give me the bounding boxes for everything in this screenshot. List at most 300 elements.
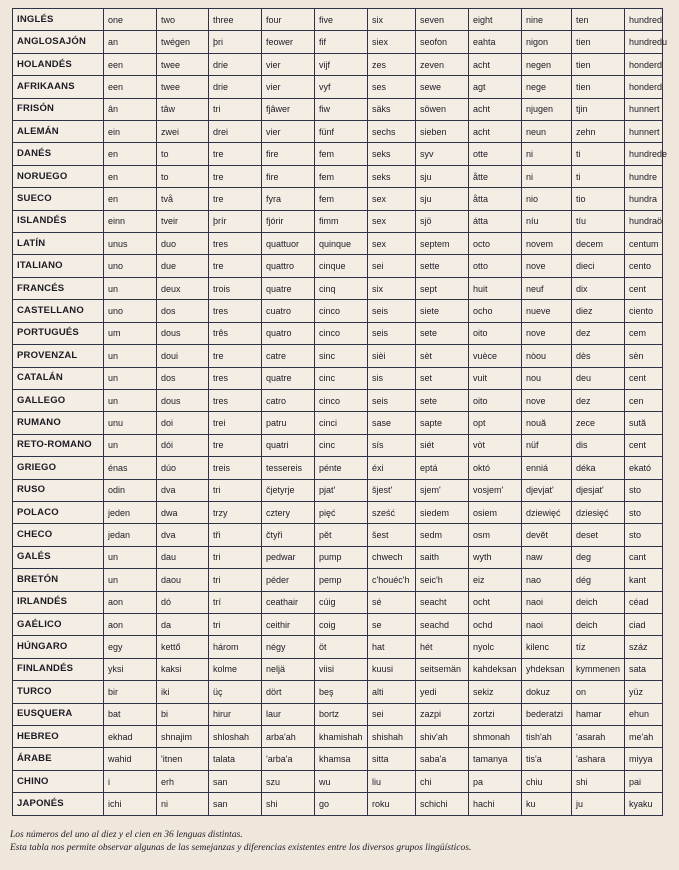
number-word-cell: chwech — [368, 546, 416, 568]
number-word-cell: négy — [262, 636, 315, 658]
table-row — [13, 255, 663, 277]
number-word-cell: bat — [104, 703, 157, 725]
number-word-cell: tri — [209, 546, 262, 568]
table-row — [13, 98, 663, 120]
number-word-cell: liu — [368, 770, 416, 792]
number-word-cell: sèt — [416, 345, 469, 367]
table-row — [13, 591, 663, 613]
table-row — [13, 210, 663, 232]
number-word-cell: kaksi — [157, 658, 209, 680]
number-word-cell: pięć — [315, 501, 368, 523]
number-word-cell: ehun — [625, 703, 663, 725]
table-row — [13, 143, 663, 165]
number-word-cell: sex — [368, 188, 416, 210]
number-word-cell: feower — [262, 31, 315, 53]
caption-line-1: Los números del uno al diez y el cien en 36 lenguas distintas. — [10, 830, 243, 840]
number-word-cell: sto — [625, 501, 663, 523]
number-word-cell: pump — [315, 546, 368, 568]
number-word-cell: dokuz — [522, 681, 572, 703]
number-word-cell: vier — [262, 53, 315, 75]
numbers-table — [12, 8, 668, 816]
number-word-cell: fünf — [315, 121, 368, 143]
number-word-cell: trei — [209, 412, 262, 434]
number-word-cell: três — [209, 322, 262, 344]
language-name-cell: HEBREO — [13, 726, 104, 748]
number-word-cell: dó — [157, 591, 209, 613]
number-word-cell: djesjat' — [572, 479, 625, 501]
table-row — [13, 681, 663, 703]
table-row — [13, 412, 663, 434]
number-word-cell: otte — [469, 143, 522, 165]
number-word-cell: catro — [262, 389, 315, 411]
number-word-cell: osiem — [469, 501, 522, 523]
number-word-cell: nouă — [522, 412, 572, 434]
number-word-cell: ochd — [469, 613, 522, 635]
table-row — [13, 569, 663, 591]
language-name-cell: ITALIANO — [13, 255, 104, 277]
number-word-cell: cinc — [315, 367, 368, 389]
number-word-cell: beş — [315, 681, 368, 703]
number-word-cell: hamar — [572, 703, 625, 725]
number-word-cell: acht — [469, 53, 522, 75]
number-word-cell: acht — [469, 98, 522, 120]
number-word-cell: cinq — [315, 277, 368, 299]
number-word-cell: tre — [209, 165, 262, 187]
number-word-cell: ekhad — [104, 726, 157, 748]
number-word-cell: hét — [416, 636, 469, 658]
number-word-cell: tâw — [157, 98, 209, 120]
number-word-cell: septem — [416, 233, 469, 255]
number-word-cell: cztery — [262, 501, 315, 523]
language-name-cell: GAÉLICO — [13, 613, 104, 635]
number-word-cell: to — [157, 165, 209, 187]
number-word-cell: eptá — [416, 457, 469, 479]
number-word-cell: dúo — [157, 457, 209, 479]
number-word-cell: dva — [157, 524, 209, 546]
language-name-cell: CATALÁN — [13, 367, 104, 389]
number-word-cell: 'asarah — [572, 726, 625, 748]
number-word-cell: vier — [262, 76, 315, 98]
number-word-cell: tres — [209, 300, 262, 322]
number-word-cell: yhdeksan — [522, 658, 572, 680]
number-word-cell: októ — [469, 457, 522, 479]
number-word-cell: dwa — [157, 501, 209, 523]
number-word-cell: pedwar — [262, 546, 315, 568]
table-row — [13, 165, 663, 187]
number-word-cell: seitsemän — [416, 658, 469, 680]
language-name-cell: AFRIKAANS — [13, 76, 104, 98]
number-word-cell: zazpi — [416, 703, 469, 725]
number-word-cell: talata — [209, 748, 262, 770]
number-word-cell: dau — [157, 546, 209, 568]
number-word-cell: quattuor — [262, 233, 315, 255]
number-word-cell: un — [104, 569, 157, 591]
number-word-cell: chi — [416, 770, 469, 792]
number-word-cell: pa — [469, 770, 522, 792]
number-word-cell: shishah — [368, 726, 416, 748]
number-word-cell: eahta — [469, 31, 522, 53]
table-row — [13, 726, 663, 748]
number-word-cell: sís — [368, 434, 416, 456]
number-word-cell: dört — [262, 681, 315, 703]
number-word-cell: dous — [157, 389, 209, 411]
number-word-cell: en — [104, 143, 157, 165]
number-word-cell: hundred — [625, 9, 663, 31]
number-word-cell: ten — [572, 9, 625, 31]
number-word-cell: bir — [104, 681, 157, 703]
number-word-cell: ti — [572, 165, 625, 187]
number-word-cell: vuit — [469, 367, 522, 389]
number-word-cell: sette — [416, 255, 469, 277]
number-word-cell: tjin — [572, 98, 625, 120]
number-word-cell: um — [104, 322, 157, 344]
number-word-cell: dói — [157, 434, 209, 456]
number-word-cell: roku — [368, 793, 416, 816]
number-word-cell: fire — [262, 143, 315, 165]
table-body — [13, 9, 668, 816]
number-word-cell: siedem — [416, 501, 469, 523]
number-word-cell: tis'a — [522, 748, 572, 770]
number-word-cell: san — [209, 793, 262, 816]
number-word-cell: ti — [572, 143, 625, 165]
number-word-cell: negen — [522, 53, 572, 75]
number-word-cell: kuusi — [368, 658, 416, 680]
number-word-cell: i — [104, 770, 157, 792]
number-word-cell: sedm — [416, 524, 469, 546]
number-word-cell: åtte — [469, 165, 522, 187]
number-word-cell: dziesięć — [572, 501, 625, 523]
number-word-cell: þri — [209, 31, 262, 53]
number-word-cell: shi — [262, 793, 315, 816]
number-word-cell: sapte — [416, 412, 469, 434]
number-word-cell: sjem' — [416, 479, 469, 501]
number-word-cell: fiw — [315, 98, 368, 120]
language-name-cell: DANÉS — [13, 143, 104, 165]
number-word-cell: honderd — [625, 76, 663, 98]
number-word-cell: deu — [572, 367, 625, 389]
number-word-cell: söwen — [416, 98, 469, 120]
number-word-cell: go — [315, 793, 368, 816]
number-word-cell: shmonah — [469, 726, 522, 748]
number-word-cell: ocho — [469, 300, 522, 322]
number-word-cell: jedan — [104, 524, 157, 546]
number-word-cell: ân — [104, 98, 157, 120]
number-word-cell: dez — [572, 389, 625, 411]
number-word-cell: tio — [572, 188, 625, 210]
number-word-cell: fem — [315, 188, 368, 210]
table-row — [13, 389, 663, 411]
language-name-cell: LATÍN — [13, 233, 104, 255]
number-word-cell: sto — [625, 479, 663, 501]
table-row — [13, 367, 663, 389]
number-word-cell: erh — [157, 770, 209, 792]
number-word-cell: fif — [315, 31, 368, 53]
number-word-cell: neljä — [262, 658, 315, 680]
number-word-cell: saith — [416, 546, 469, 568]
number-word-cell: hachi — [469, 793, 522, 816]
number-word-cell: céad — [625, 591, 663, 613]
number-word-cell: ceithir — [262, 613, 315, 635]
language-name-cell: GRIEGO — [13, 457, 104, 479]
number-word-cell: nove — [522, 255, 572, 277]
number-word-cell: one — [104, 9, 157, 31]
number-word-cell: two — [157, 9, 209, 31]
table-row — [13, 76, 663, 98]
number-word-cell: kant — [625, 569, 663, 591]
number-word-cell: nove — [522, 322, 572, 344]
number-word-cell: sută — [625, 412, 663, 434]
number-word-cell: dous — [157, 322, 209, 344]
number-word-cell: ses — [368, 76, 416, 98]
number-word-cell: kolme — [209, 658, 262, 680]
number-word-cell: sis — [368, 367, 416, 389]
number-word-cell: två — [157, 188, 209, 210]
number-word-cell: deg — [572, 546, 625, 568]
number-word-cell: fimm — [315, 210, 368, 232]
number-word-cell: osm — [469, 524, 522, 546]
number-word-cell: hunnert — [625, 98, 663, 120]
number-word-cell: nine — [522, 9, 572, 31]
number-word-cell: sé — [368, 591, 416, 613]
number-word-cell: šjest' — [368, 479, 416, 501]
number-word-cell: nou — [522, 367, 572, 389]
number-word-cell: nege — [522, 76, 572, 98]
number-word-cell: nòou — [522, 345, 572, 367]
number-word-cell: een — [104, 76, 157, 98]
number-word-cell: three — [209, 9, 262, 31]
number-word-cell: tveir — [157, 210, 209, 232]
number-word-cell: čjetyrje — [262, 479, 315, 501]
number-word-cell: pai — [625, 770, 663, 792]
number-word-cell: cem — [625, 322, 663, 344]
number-word-cell: åtta — [469, 188, 522, 210]
number-word-cell: hundre — [625, 165, 663, 187]
number-word-cell: agt — [469, 76, 522, 98]
number-word-cell: khamsa — [315, 748, 368, 770]
language-name-cell: POLACO — [13, 501, 104, 523]
number-word-cell: un — [104, 434, 157, 456]
number-word-cell: aon — [104, 591, 157, 613]
table-row — [13, 9, 663, 31]
number-word-cell: deset — [572, 524, 625, 546]
number-word-cell: shiv'ah — [416, 726, 469, 748]
number-word-cell: twee — [157, 53, 209, 75]
number-word-cell: tri — [209, 98, 262, 120]
language-name-cell: ANGLOSAJÓN — [13, 31, 104, 53]
number-word-cell: djevjat' — [522, 479, 572, 501]
number-word-cell: un — [104, 345, 157, 367]
language-name-cell: FRANCÉS — [13, 277, 104, 299]
number-word-cell: cuatro — [262, 300, 315, 322]
number-word-cell: doi — [157, 412, 209, 434]
number-word-cell: seks — [368, 165, 416, 187]
number-word-cell: un — [104, 367, 157, 389]
number-word-cell: kettő — [157, 636, 209, 658]
number-word-cell: otto — [469, 255, 522, 277]
number-word-cell: seic'h — [416, 569, 469, 591]
number-word-cell: pénte — [315, 457, 368, 479]
number-word-cell: dis — [572, 434, 625, 456]
number-word-cell: üç — [209, 681, 262, 703]
table-row — [13, 501, 663, 523]
number-word-cell: chiu — [522, 770, 572, 792]
number-word-cell: due — [157, 255, 209, 277]
table-row — [13, 300, 663, 322]
number-word-cell: siex — [368, 31, 416, 53]
number-word-cell: four — [262, 9, 315, 31]
number-word-cell: se — [368, 613, 416, 635]
table-row — [13, 322, 663, 344]
language-name-cell: GALLEGO — [13, 389, 104, 411]
number-word-cell: enniá — [522, 457, 572, 479]
number-word-cell: drie — [209, 76, 262, 98]
number-word-cell: uno — [104, 255, 157, 277]
number-word-cell: dix — [572, 277, 625, 299]
number-word-cell: ocht — [469, 591, 522, 613]
number-word-cell: tres — [209, 389, 262, 411]
number-word-cell: shi — [572, 770, 625, 792]
number-word-cell: aon — [104, 613, 157, 635]
number-word-cell: sete — [416, 322, 469, 344]
number-word-cell: kilenc — [522, 636, 572, 658]
number-word-cell: naw — [522, 546, 572, 568]
number-word-cell: pemp — [315, 569, 368, 591]
number-word-cell: einn — [104, 210, 157, 232]
number-word-cell: sex — [368, 210, 416, 232]
number-word-cell: vosjem' — [469, 479, 522, 501]
language-name-cell: IRLANDÉS — [13, 591, 104, 613]
number-word-cell: seis — [368, 389, 416, 411]
number-word-cell: novem — [522, 233, 572, 255]
number-word-cell: tri — [209, 479, 262, 501]
number-word-cell: dziewięć — [522, 501, 572, 523]
number-word-cell: cinco — [315, 322, 368, 344]
number-word-cell: ein — [104, 121, 157, 143]
table-row — [13, 53, 663, 75]
number-word-cell: fire — [262, 165, 315, 187]
number-word-cell: sinc — [315, 345, 368, 367]
table-row — [13, 31, 663, 53]
number-word-cell: iki — [157, 681, 209, 703]
number-word-cell: tri — [209, 569, 262, 591]
number-word-cell: pjat' — [315, 479, 368, 501]
number-word-cell: seofon — [416, 31, 469, 53]
number-word-cell: hundraö — [625, 210, 663, 232]
number-word-cell: vòt — [469, 434, 522, 456]
number-word-cell: twee — [157, 76, 209, 98]
number-word-cell: ichi — [104, 793, 157, 816]
number-word-cell: schichi — [416, 793, 469, 816]
number-word-cell: alti — [368, 681, 416, 703]
table-row — [13, 479, 663, 501]
number-word-cell: pět — [315, 524, 368, 546]
number-word-cell: tamanya — [469, 748, 522, 770]
number-word-cell: unus — [104, 233, 157, 255]
number-word-cell: hirur — [209, 703, 262, 725]
number-word-cell: uno — [104, 300, 157, 322]
number-word-cell: sjö — [416, 210, 469, 232]
language-name-cell: GALÉS — [13, 546, 104, 568]
number-word-cell: énas — [104, 457, 157, 479]
language-name-cell: CHECO — [13, 524, 104, 546]
number-word-cell: jeden — [104, 501, 157, 523]
number-word-cell: trzy — [209, 501, 262, 523]
number-word-cell: octo — [469, 233, 522, 255]
number-word-cell: seacht — [416, 591, 469, 613]
number-word-cell: yüz — [625, 681, 663, 703]
number-word-cell: vijf — [315, 53, 368, 75]
number-word-cell: vyf — [315, 76, 368, 98]
number-word-cell: eiz — [469, 569, 522, 591]
number-word-cell: daou — [157, 569, 209, 591]
number-word-cell: trois — [209, 277, 262, 299]
number-word-cell: en — [104, 165, 157, 187]
number-word-cell: quatri — [262, 434, 315, 456]
language-name-cell: FRISÓN — [13, 98, 104, 120]
number-word-cell: säks — [368, 98, 416, 120]
number-word-cell: on — [572, 681, 625, 703]
number-word-cell: centum — [625, 233, 663, 255]
number-word-cell: čtyři — [262, 524, 315, 546]
number-word-cell: tres — [209, 367, 262, 389]
number-word-cell: zortzi — [469, 703, 522, 725]
number-word-cell: fjâwer — [262, 98, 315, 120]
number-word-cell: drei — [209, 121, 262, 143]
number-word-cell: ciento — [625, 300, 663, 322]
number-word-cell: szu — [262, 770, 315, 792]
number-word-cell: un — [104, 546, 157, 568]
number-word-cell: nueve — [522, 300, 572, 322]
number-word-cell: yksi — [104, 658, 157, 680]
number-word-cell: doui — [157, 345, 209, 367]
number-word-cell: siete — [416, 300, 469, 322]
language-name-cell: TURCO — [13, 681, 104, 703]
table-row — [13, 793, 663, 816]
table-row — [13, 546, 663, 568]
number-word-cell: shnajim — [157, 726, 209, 748]
language-name-cell: NORUEGO — [13, 165, 104, 187]
number-word-cell: dos — [157, 367, 209, 389]
number-word-cell: deich — [572, 591, 625, 613]
number-word-cell: cinco — [315, 300, 368, 322]
number-word-cell: cent — [625, 367, 663, 389]
number-word-cell: hundra — [625, 188, 663, 210]
number-word-cell: c'houéc'h — [368, 569, 416, 591]
number-word-cell: neun — [522, 121, 572, 143]
number-word-cell: fem — [315, 165, 368, 187]
number-word-cell: ju — [572, 793, 625, 816]
number-word-cell: set — [416, 367, 469, 389]
number-word-cell: ni — [522, 165, 572, 187]
number-word-cell: an — [104, 31, 157, 53]
number-word-cell: kyaku — [625, 793, 663, 816]
number-word-cell: tre — [209, 434, 262, 456]
number-word-cell: ekató — [625, 457, 663, 479]
number-word-cell: oito — [469, 322, 522, 344]
number-word-cell: un — [104, 389, 157, 411]
language-name-cell: ISLANDÉS — [13, 210, 104, 232]
language-name-cell: CASTELLANO — [13, 300, 104, 322]
number-word-cell: oito — [469, 389, 522, 411]
number-word-cell: devět — [522, 524, 572, 546]
table-row — [13, 748, 663, 770]
number-word-cell: eight — [469, 9, 522, 31]
number-word-cell: vuèce — [469, 345, 522, 367]
number-word-cell: fem — [315, 143, 368, 165]
number-word-cell: tíu — [572, 210, 625, 232]
number-word-cell: sete — [416, 389, 469, 411]
number-word-cell: níu — [522, 210, 572, 232]
